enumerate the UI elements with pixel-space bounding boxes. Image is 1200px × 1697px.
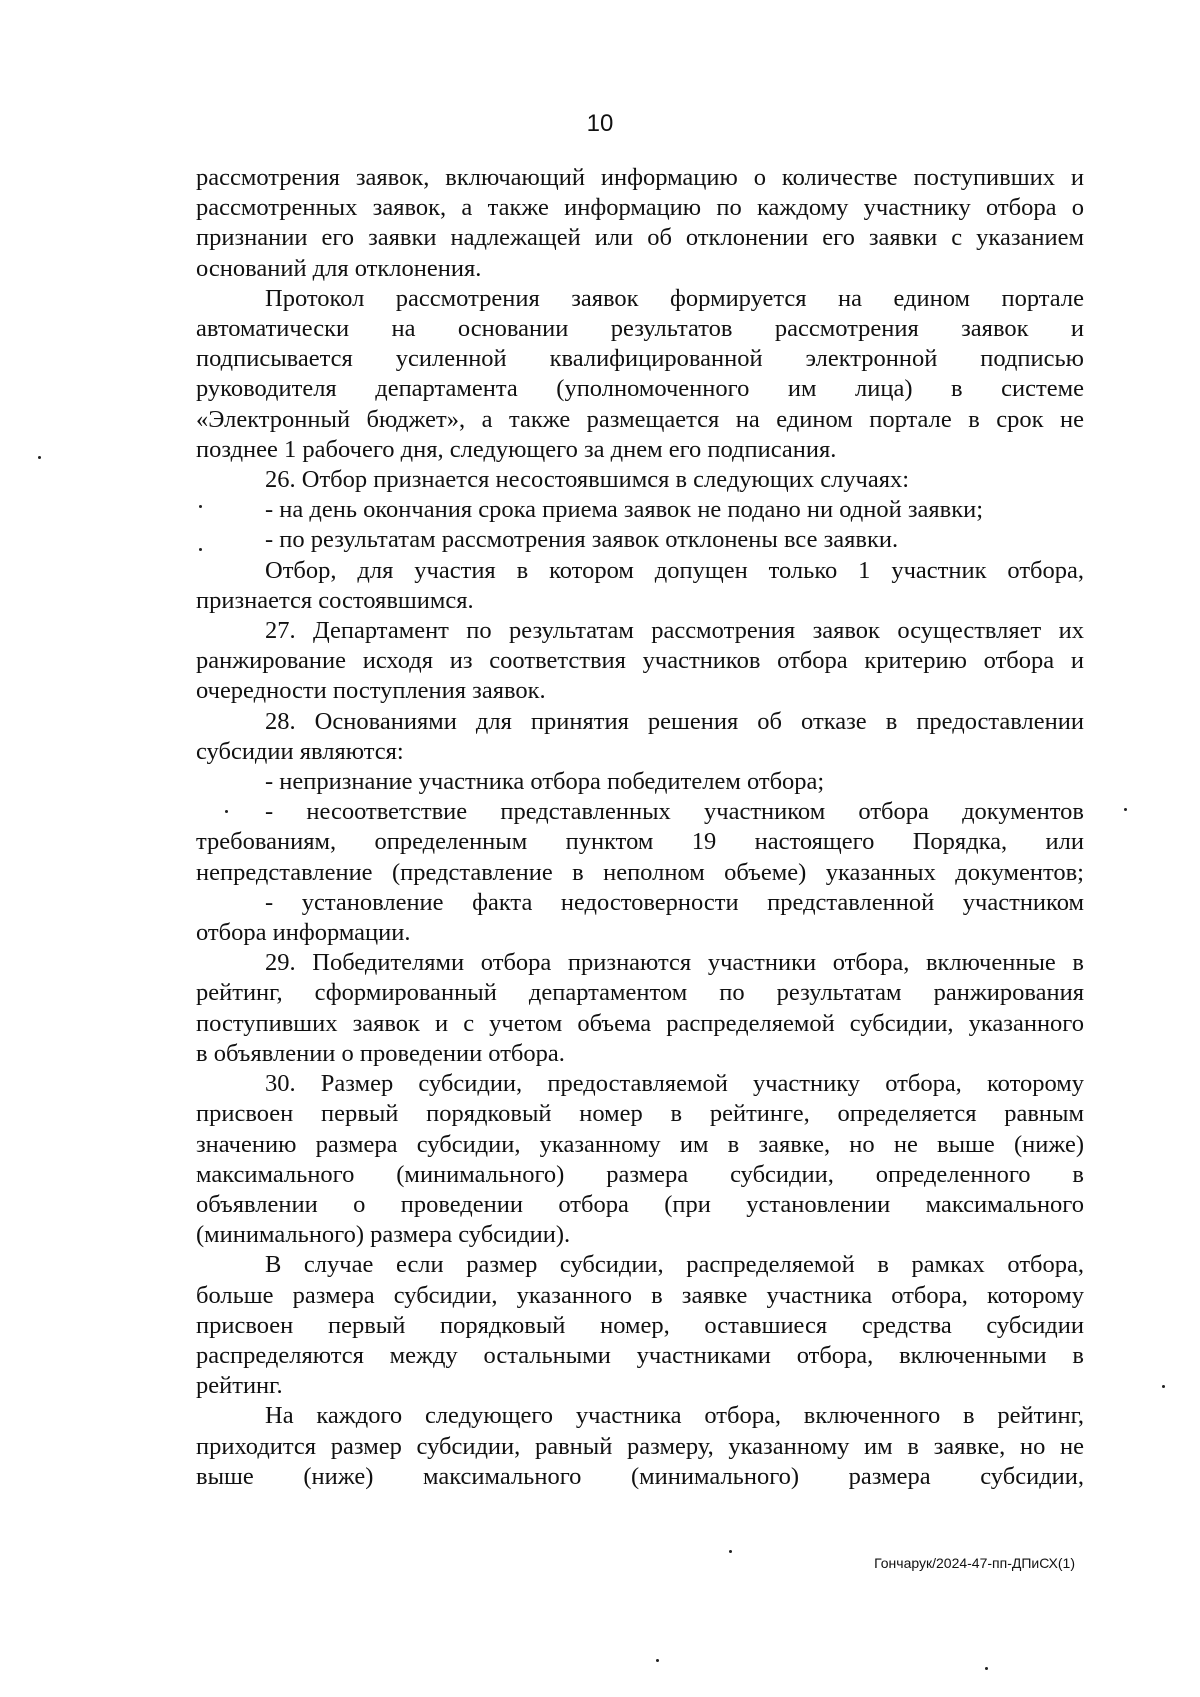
body-text bbox=[196, 163, 1084, 1492]
page-number: 10 bbox=[586, 110, 614, 137]
text-line: - на день окончания срока приема заявок не подано ни одной заявки; bbox=[265, 496, 984, 524]
scan-speck bbox=[985, 1667, 988, 1670]
scan-speck bbox=[199, 548, 202, 551]
scan-speck bbox=[1162, 1385, 1165, 1388]
text-line: 26. Отбор признается несостоявшимся в следующих случаях: bbox=[265, 466, 910, 494]
text-line: (минимального) размера субсидии). bbox=[196, 1221, 571, 1249]
scan-speck bbox=[225, 810, 228, 813]
text-line: - по результатам рассмотрения заявок отклонены все заявки. bbox=[265, 526, 899, 554]
text-line: - установление факта недостоверности представленной участником bbox=[265, 888, 1084, 916]
scan-speck bbox=[729, 1550, 732, 1553]
text-line: На каждого следующего участника отбора, включенного в рейтинг, bbox=[265, 1402, 1084, 1430]
text-line: Протокол рассмотрения заявок формируется на едином портале bbox=[265, 284, 1084, 312]
text-line: присвоен первый порядковый номер в рейтинге, определяется равным bbox=[196, 1100, 1084, 1128]
text-line: приходится размер субсидии, равный размеру, указанному им в заявке, но не bbox=[196, 1432, 1084, 1460]
text-line: очередности поступления заявок. bbox=[196, 677, 546, 705]
scan-speck bbox=[656, 1659, 659, 1662]
text-line: рейтинг. bbox=[196, 1372, 283, 1400]
text-line: отбора информации. bbox=[196, 919, 411, 947]
text-line: ранжирование исходя из соответствия участников отбора критерию отбора и bbox=[196, 647, 1084, 675]
document-code: Гончарук/2024-47-пп-ДПиСХ(1) bbox=[874, 1555, 1075, 1571]
text-line: 29. Победителями отбора признаются участники отбора, включенные в bbox=[265, 949, 1084, 977]
text-line: «Электронный бюджет», а также размещается на едином портале в срок не bbox=[196, 405, 1084, 433]
text-line: признается состоявшимся. bbox=[196, 586, 474, 614]
text-line: В случае если размер субсидии, распределяемой в рамках отбора, bbox=[265, 1251, 1084, 1279]
text-line: 30. Размер субсидии, предоставляемой участнику отбора, которому bbox=[265, 1070, 1084, 1098]
text-line: руководителя департамента (уполномоченного им лица) в системе bbox=[196, 375, 1084, 403]
scan-speck bbox=[199, 505, 202, 508]
text-line: признании его заявки надлежащей или об отклонении его заявки с указанием bbox=[196, 224, 1084, 252]
text-line: присвоен первый порядковый номер, оставшиеся средства субсидии bbox=[196, 1311, 1084, 1339]
text-line: - непризнание участника отбора победителем отбора; bbox=[265, 768, 825, 796]
text-line: рейтинг, сформированный департаментом по результатам ранжирования bbox=[196, 979, 1084, 1007]
text-line: в объявлении о проведении отбора. bbox=[196, 1039, 565, 1067]
scan-speck bbox=[38, 456, 41, 459]
text-line: поступивших заявок и с учетом объема распределяемой субсидии, указанного bbox=[196, 1009, 1084, 1037]
text-line: субсидии являются: bbox=[196, 737, 404, 765]
text-line: автоматически на основании результатов рассмотрения заявок и bbox=[196, 315, 1084, 343]
text-line: 27. Департамент по результатам рассмотрения заявок осуществляет их bbox=[265, 617, 1084, 645]
text-line: позднее 1 рабочего дня, следующего за днем его подписания. bbox=[196, 435, 837, 463]
text-line: рассмотренных заявок, а также информацию по каждому участнику отбора о bbox=[196, 194, 1084, 222]
text-line: значению размера субсидии, указанному им в заявке, но не выше (ниже) bbox=[196, 1130, 1084, 1158]
text-line: Отбор, для участия в котором допущен только 1 участник отбора, bbox=[265, 556, 1084, 584]
text-line: - несоответствие представленных участником отбора документов bbox=[265, 798, 1084, 826]
text-line: оснований для отклонения. bbox=[196, 254, 482, 282]
text-line: объявлении о проведении отбора (при установлении максимального bbox=[196, 1190, 1084, 1218]
text-line: подписывается усиленной квалифицированной электронной подписью bbox=[196, 345, 1084, 373]
text-line: максимального (минимального) размера субсидии, определенного в bbox=[196, 1160, 1084, 1188]
text-line: больше размера субсидии, указанного в заявке участника отбора, которому bbox=[196, 1281, 1084, 1309]
scan-speck bbox=[1124, 808, 1127, 811]
text-line: 28. Основаниями для принятия решения об отказе в предоставлении bbox=[265, 707, 1084, 735]
text-line: рассмотрения заявок, включающий информацию о количестве поступивших и bbox=[196, 164, 1084, 191]
text-line: требованиям, определенным пунктом 19 настоящего Порядка, или bbox=[196, 828, 1084, 856]
text-line: распределяются между остальными участниками отбора, включенными в bbox=[196, 1341, 1084, 1369]
text-line: непредставление (представление в неполном объеме) указанных документов; bbox=[196, 858, 1084, 886]
text-line: выше (ниже) максимального (минимального) размера субсидии, bbox=[196, 1462, 1084, 1490]
